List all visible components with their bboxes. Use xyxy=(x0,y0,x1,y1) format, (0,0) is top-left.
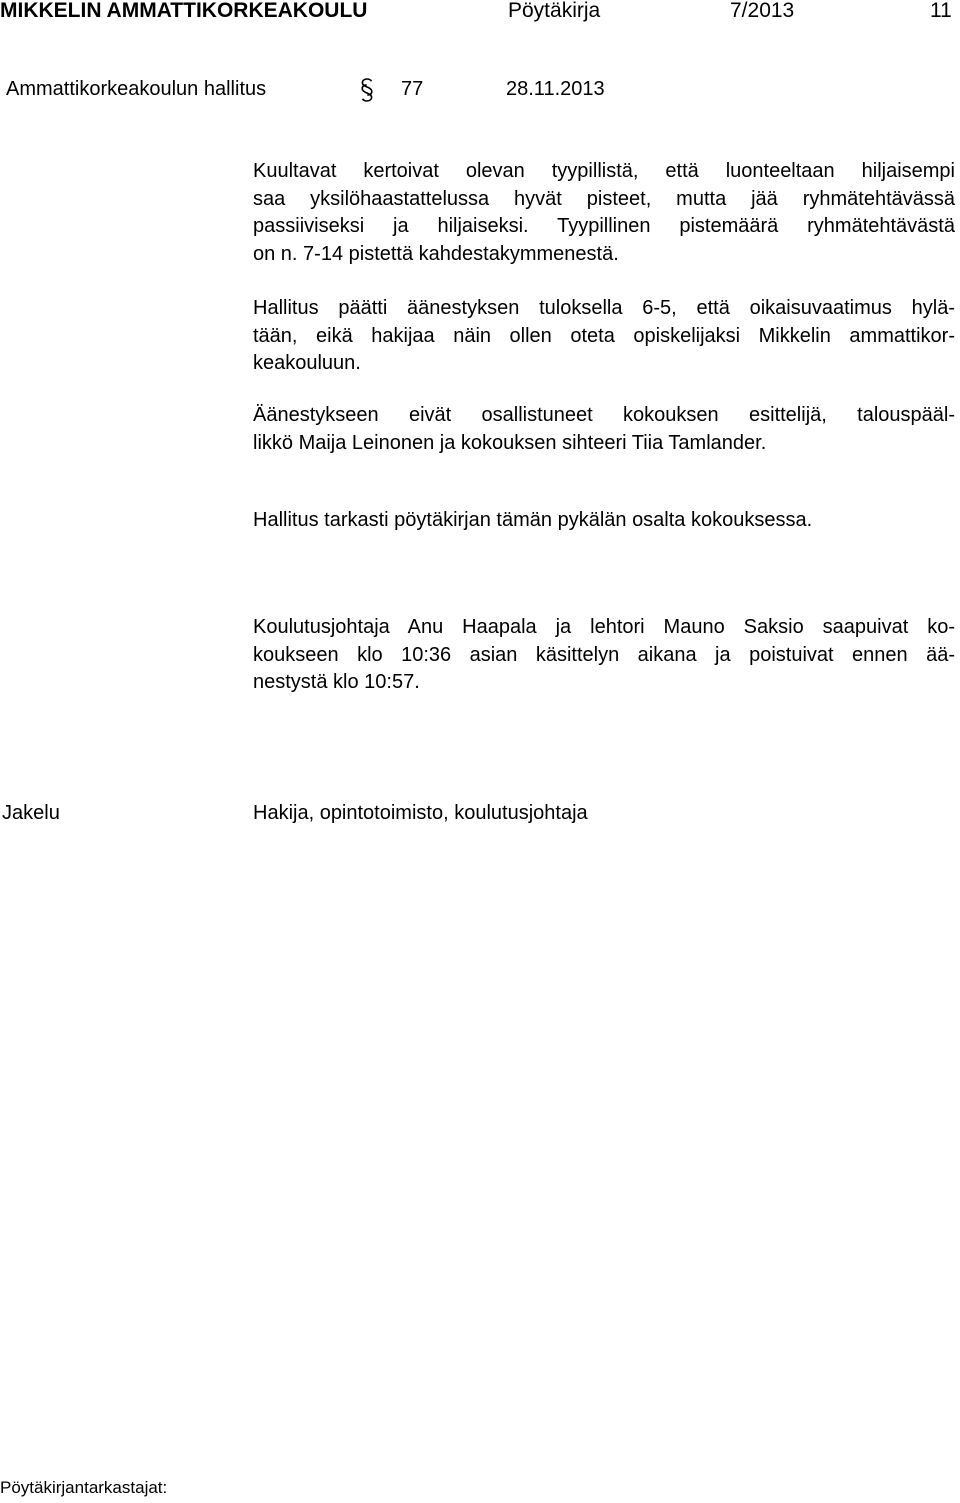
text-line: Koulutusjohtaja Anu Haapala ja lehtori Mauno Saksio saapuivat ko- xyxy=(253,616,955,638)
section-symbol xyxy=(357,78,377,102)
text-line: nestystä klo 10:57. xyxy=(253,671,420,693)
text-line: keakouluun. xyxy=(253,352,361,374)
distribution-label: Jakelu xyxy=(2,802,60,824)
text-line: saa yksilöhaastattelussa hyvät pisteet, mutta jää ryhmätehtävässä xyxy=(253,187,955,210)
text-line: koukseen klo 10:36 asian käsittelyn aikana ja poistuivat ennen ää- xyxy=(253,643,955,666)
page-number: 11 xyxy=(930,0,952,22)
text-line: Kuultavat kertoivat olevan tyypillistä, että luonteeltaan hiljaisempi xyxy=(253,160,955,182)
text-line: Hallitus päätti äänestyksen tuloksella 6-5, että oikaisuvaatimus hylä- xyxy=(253,297,955,319)
document-type: Pöytäkirja xyxy=(508,0,601,22)
meeting-date: 28.11.2013 xyxy=(506,78,605,100)
paragraph-attendance-note xyxy=(253,614,955,697)
paragraph-decision xyxy=(253,295,955,378)
paragraph-voting-exclusion xyxy=(253,402,955,457)
text-line: Hallitus tarkasti pöytäkirjan tämän pykälän osalta kokouksessa. xyxy=(253,509,813,531)
paragraph-interview-remarks xyxy=(253,158,955,268)
governing-body-name: Ammattikorkeakoulun hallitus xyxy=(6,78,267,100)
text-line: Äänestykseen eivät osallistuneet kokouksen esittelijä, talouspääl- xyxy=(253,404,955,426)
text-line: tään, eikä hakijaa näin ollen oteta opiskelijaksi Mikkelin ammattikor- xyxy=(253,324,955,347)
minutes-reviewers-label: Pöytäkirjantarkastajat: xyxy=(0,1478,168,1497)
section-number: 77 xyxy=(401,78,424,100)
text-line: passiiviseksi ja hiljaiseksi. Tyypillinen pistemäärä ryhmätehtävästä xyxy=(253,215,955,237)
distribution-list: Hakija, opintotoimisto, koulutusjohtaja xyxy=(253,802,588,824)
organization-name: MIKKELIN AMMATTIKORKEAKOULU xyxy=(0,0,368,22)
text-line: on n. 7-14 pistettä kahdestakymmenestä. xyxy=(253,242,619,265)
document-number: 7/2013 xyxy=(730,0,795,22)
text-line: likkö Maija Leinonen ja kokouksen sihteeri Tiia Tamlander. xyxy=(253,431,767,454)
paragraph-minutes-review xyxy=(253,507,955,535)
